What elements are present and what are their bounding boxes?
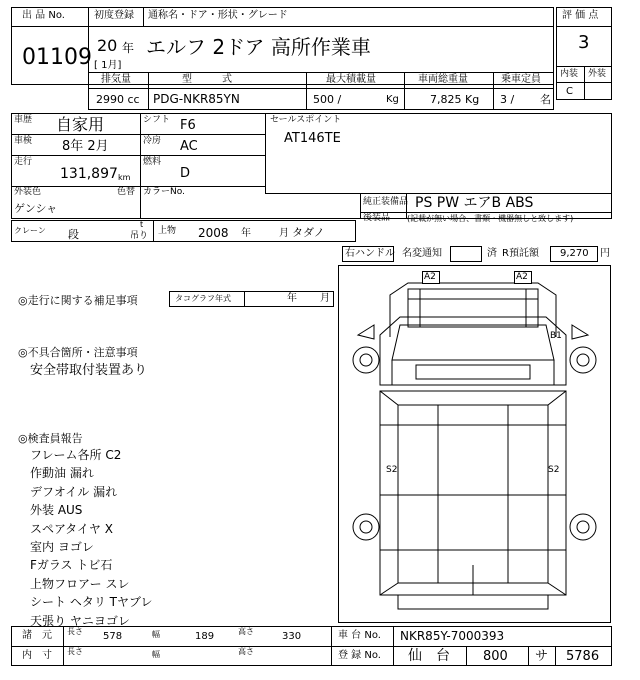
inspection-label: 車検 bbox=[14, 136, 33, 146]
mileage-label: 走行 bbox=[14, 157, 33, 167]
exterior-color-label: 外装色 bbox=[14, 187, 42, 197]
height-value: 330 bbox=[282, 631, 302, 642]
width-label: 幅 bbox=[152, 630, 160, 639]
capacity-value: 3 / bbox=[500, 93, 515, 106]
gross-weight-label: 車両総重量 bbox=[418, 74, 468, 85]
body-month-unit: 月 bbox=[279, 228, 289, 239]
max-load-label: 最大積載量 bbox=[326, 74, 376, 85]
plate-number: 5786 bbox=[566, 649, 600, 664]
done-label: 済 bbox=[487, 248, 497, 259]
plate-area: 仙 台 bbox=[408, 648, 450, 664]
exterior-label: 外装 bbox=[588, 69, 607, 79]
mileage-unit: km bbox=[118, 173, 131, 182]
capacity-unit: 名 bbox=[540, 93, 551, 106]
score-value: 3 bbox=[578, 32, 590, 53]
crane-stage: 段 bbox=[68, 228, 79, 241]
inspector-report-label: ◎検査員報告 bbox=[18, 432, 83, 445]
crane-lift: 吊り bbox=[130, 231, 149, 241]
history-value: 自家用 bbox=[56, 115, 105, 134]
defect-label: ◎不具合箇所・注意事項 bbox=[18, 346, 138, 359]
aftermarket-note: (記載が無い場合、書類・機器無しと致します) bbox=[407, 214, 574, 223]
inspector-report-item: デフオイル 漏れ bbox=[30, 484, 118, 499]
inner-dims-label: 内 寸 bbox=[22, 650, 52, 661]
inspector-report-item: フレーム各所 C2 bbox=[30, 448, 122, 462]
damage-mark-a2-left: A2 bbox=[424, 272, 436, 282]
body-year-unit: 年 bbox=[241, 228, 251, 239]
mileage-value: 131,897 bbox=[60, 166, 118, 182]
inspector-report-item: 上物フロアー スレ bbox=[30, 576, 130, 591]
exterior-color-value: ゲンシャ bbox=[14, 202, 58, 215]
chassis-number: NKR85Y-7000393 bbox=[400, 629, 505, 643]
vehicle-name: エルフ 2ドア 高所作業車 bbox=[146, 35, 371, 59]
score-label: 評 価 点 bbox=[562, 10, 599, 21]
max-load-unit: Kg bbox=[386, 94, 399, 105]
ac-label: 冷房 bbox=[143, 136, 162, 146]
inspector-report-item: Fガラス トビ石 bbox=[30, 558, 113, 573]
handle-type: 右ハンドル bbox=[345, 248, 395, 259]
length-label: 長さ bbox=[67, 627, 83, 636]
recycle-value: 9,270 bbox=[560, 248, 589, 259]
sales-point-label: セールスポイント bbox=[270, 115, 342, 125]
history-label: 車歴 bbox=[14, 115, 33, 125]
inspector-report-item: シート ヘタリ Tヤブレ bbox=[30, 595, 153, 610]
inspector-report-item: スペアタイヤ X bbox=[30, 521, 113, 536]
color-number-label: カラーNo. bbox=[143, 187, 185, 197]
inspector-report-item: 作動油 漏れ bbox=[30, 466, 94, 481]
crane-ton: t bbox=[140, 220, 144, 229]
plate-class: 800 bbox=[483, 649, 508, 664]
chassis-label: 車 台 No. bbox=[338, 630, 381, 641]
recycle-label: R預託額 bbox=[502, 248, 539, 259]
registration-year: 20 bbox=[97, 36, 118, 55]
color-change-label: 色替 bbox=[117, 187, 136, 197]
tachograph-year-unit: 年 bbox=[287, 293, 297, 304]
lot-label: 出 品 No. bbox=[22, 10, 65, 21]
interior-label: 内装 bbox=[560, 69, 579, 79]
damage-mark-s2-right: S2 bbox=[548, 465, 560, 475]
inner-height-label: 高さ bbox=[238, 647, 254, 656]
inspector-report-item: 外装 AUS bbox=[30, 503, 83, 518]
tachograph-month-unit: 月 bbox=[320, 293, 330, 304]
inner-length-label: 長さ bbox=[67, 647, 83, 656]
plate-kana: サ bbox=[535, 649, 549, 664]
truck-outline-svg bbox=[338, 265, 611, 623]
height-label: 高さ bbox=[238, 627, 254, 636]
tachograph-label: タコグラフ年式 bbox=[175, 294, 231, 303]
gross-weight-value: 7,825 Kg bbox=[430, 93, 480, 106]
crane-label: クレーン bbox=[14, 226, 46, 235]
length-value: 578 bbox=[103, 631, 123, 642]
displacement-value: 2990 cc bbox=[96, 93, 140, 106]
registration-label: 初度登録 bbox=[94, 10, 134, 21]
model-label: 型 式 bbox=[182, 74, 232, 85]
shift-value: F6 bbox=[180, 118, 196, 133]
damage-mark-s2-left: S2 bbox=[386, 465, 398, 475]
ac-value: AC bbox=[180, 139, 198, 154]
model-code: PDG-NKR85YN bbox=[153, 92, 240, 106]
lot-number: 01109 bbox=[22, 45, 92, 70]
dims-label: 諸 元 bbox=[22, 630, 52, 641]
shift-label: シフト bbox=[143, 115, 171, 125]
registration-month: [ 1月] bbox=[94, 60, 122, 71]
body-maker: タダノ bbox=[292, 226, 325, 239]
damage-mark-b1: B1 bbox=[550, 331, 562, 341]
capacity-label: 乗車定員 bbox=[501, 74, 541, 85]
sales-point-value: AT146TE bbox=[284, 131, 341, 146]
body-year: 2008 bbox=[198, 226, 229, 240]
inspection-value: 8年 2月 bbox=[62, 139, 109, 154]
interior-grade: C bbox=[566, 86, 573, 97]
inner-width-label: 幅 bbox=[152, 650, 160, 659]
displacement-label: 排気量 bbox=[101, 74, 131, 85]
equipment-label: 純正装備品 bbox=[363, 197, 409, 207]
max-load-value: 500 / bbox=[313, 93, 342, 106]
name-change-label: 名変通知 bbox=[402, 248, 442, 259]
body-label: 上物 bbox=[158, 226, 177, 236]
plate-label: 登 録 No. bbox=[338, 650, 381, 661]
fuel-value: D bbox=[180, 166, 191, 181]
inspector-report-item: 室内 ヨゴレ bbox=[30, 540, 94, 554]
fuel-label: 燃料 bbox=[143, 157, 162, 167]
vehicle-name-label: 通称名・ドア・形状・グレード bbox=[148, 10, 288, 21]
width-value: 189 bbox=[195, 631, 215, 642]
inspector-report-item: 天張り ヤニヨゴレ bbox=[30, 613, 130, 628]
damage-mark-a2-right: A2 bbox=[516, 272, 528, 282]
registration-year-unit: 年 bbox=[122, 41, 135, 55]
yen-unit: 円 bbox=[600, 248, 610, 259]
equipment-value: PS PW エアB ABS bbox=[415, 195, 534, 211]
supplement-label: ◎走行に関する補足事項 bbox=[18, 294, 138, 307]
defect-note: 安全帯取付装置あり bbox=[30, 363, 148, 378]
aftermarket-label: 後装品 bbox=[363, 213, 391, 223]
